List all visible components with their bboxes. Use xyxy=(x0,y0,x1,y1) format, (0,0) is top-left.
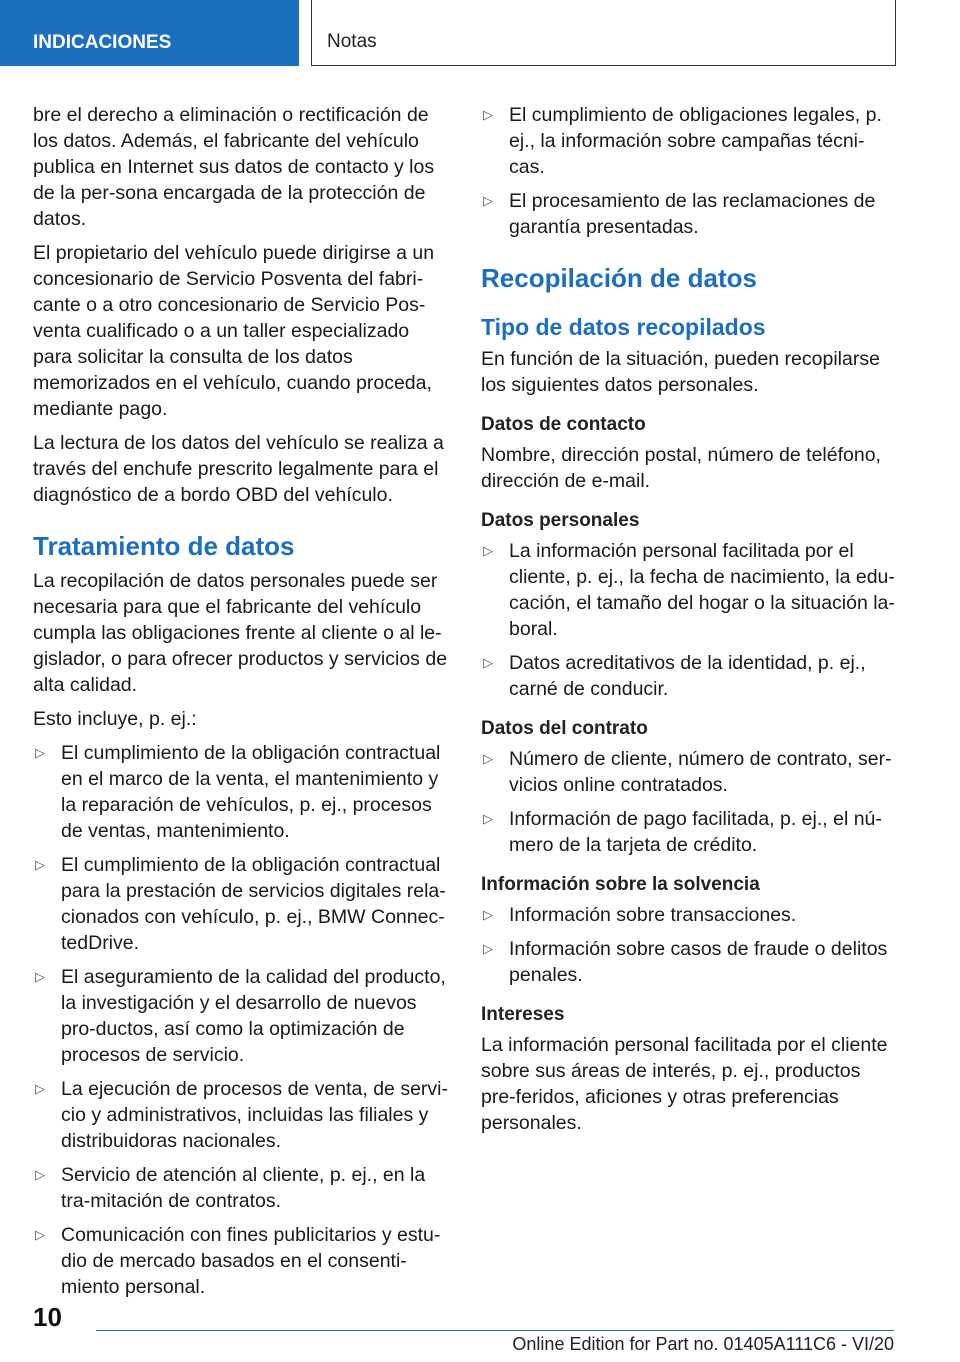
paragraph: Nombre, dirección postal, número de teléfono, dirección de e-mail. xyxy=(481,444,881,492)
subheading-intereses: Intereses xyxy=(481,1004,565,1025)
left-column xyxy=(33,102,449,1308)
list-item xyxy=(481,188,897,240)
page-header xyxy=(0,0,960,66)
bullet-list xyxy=(481,746,897,858)
list-item xyxy=(33,852,449,956)
list-item-text: El cumplimiento de la obligación contractual para la prestación de servicios digitales rela-cionados con vehículo, p. ej., BMW Connec-tedDrive. xyxy=(61,854,446,954)
paragraph: La lectura de los datos del vehículo se realiza a través del enchufe prescrito legalmente para el diagnóstico de a bordo OBD del vehículo. xyxy=(33,432,444,506)
triangle-bullet-icon: ▷ xyxy=(483,751,493,766)
list-item-text: Información sobre transacciones. xyxy=(509,904,797,926)
edition-footer: Online Edition for Part no. 01405A111C6 - VI/20 xyxy=(512,1334,894,1354)
triangle-bullet-icon: ▷ xyxy=(35,1167,45,1182)
list-item xyxy=(33,964,449,1068)
triangle-bullet-icon: ▷ xyxy=(35,745,45,760)
subheading-contrato: Datos del contrato xyxy=(481,718,648,739)
paragraph: En función de la situación, pueden recopilarse los siguientes datos personales. xyxy=(481,348,880,396)
list-item-text: El cumplimiento de obligaciones legales, p. ej., la información sobre campañas técni-cas. xyxy=(509,104,882,178)
list-item xyxy=(481,936,897,988)
list-item xyxy=(33,740,449,844)
list-item-text: El cumplimiento de la obligación contractual en el marco de la venta, el mantenimiento y la reparación de vehículos, p. ej., procesos de ventas, mantenimiento. xyxy=(61,742,441,842)
list-item-text: La información personal facilitada por el cliente, p. ej., la fecha de nacimiento, la edu-cación, el tamaño del hogar o la situación la-boral. xyxy=(509,540,895,640)
list-item xyxy=(481,102,897,180)
triangle-bullet-icon: ▷ xyxy=(483,907,493,922)
list-item xyxy=(33,1162,449,1214)
paragraph: La información personal facilitada por el cliente sobre sus áreas de interés, p. ej., productos pre-feridos, aficiones y otras preferencias personales. xyxy=(481,1034,888,1134)
list-item-text: Información sobre casos de fraude o delitos penales. xyxy=(509,938,888,986)
list-item xyxy=(481,746,897,798)
triangle-bullet-icon: ▷ xyxy=(35,1227,45,1242)
heading-tratamiento: Tratamiento de datos xyxy=(33,531,295,561)
footer-divider xyxy=(96,1330,894,1331)
list-item xyxy=(33,1076,449,1154)
subheading-contacto: Datos de contacto xyxy=(481,414,646,435)
triangle-bullet-icon: ▷ xyxy=(35,969,45,984)
list-item xyxy=(481,902,897,928)
list-item-text: Servicio de atención al cliente, p. ej., en la tra-mitación de contratos. xyxy=(61,1164,426,1212)
list-item xyxy=(481,806,897,858)
triangle-bullet-icon: ▷ xyxy=(483,941,493,956)
list-item-text: Información de pago facilitada, p. ej., el nú-mero de la tarjeta de crédito. xyxy=(509,808,882,856)
triangle-bullet-icon: ▷ xyxy=(35,857,45,872)
paragraph: El propietario del vehículo puede dirigirse a un concesionario de Servicio Posventa del fabri-cante o a otro concesionario de Servicio Pos-venta cualificado o a un taller especializado para solicitar la consulta de los datos memorizados en el vehículo, cuando proceda, mediante pago. xyxy=(33,242,435,420)
bullet-list xyxy=(481,902,897,988)
page-number: 10 xyxy=(33,1302,62,1332)
paragraph: La recopilación de datos personales puede ser necesaria para que el fabricante del vehículo cumpla las obligaciones frente al cliente o al le-gislador, o para ofrecer productos y servicios de alta calidad. xyxy=(33,570,448,696)
subheading-solvencia: Información sobre la solvencia xyxy=(481,874,760,895)
list-item-text: El aseguramiento de la calidad del producto, la investigación y el desarrollo de nuevos pro-ductos, así como la optimización de procesos de servicio. xyxy=(61,966,446,1066)
right-column xyxy=(481,102,897,1144)
list-item-text: Comunicación con fines publicitarios y estu-dio de mercado basados en el consenti-miento personal. xyxy=(61,1224,441,1298)
triangle-bullet-icon: ▷ xyxy=(483,193,493,208)
triangle-bullet-icon: ▷ xyxy=(483,543,493,558)
list-item-text: La ejecución de procesos de venta, de servi-cio y administrativos, incluidas las filiales y distribuidoras nacionales. xyxy=(61,1078,448,1152)
list-item xyxy=(481,538,897,642)
bullet-list xyxy=(481,538,897,702)
heading-recopilacion: Recopilación de datos xyxy=(481,263,757,293)
triangle-bullet-icon: ▷ xyxy=(483,811,493,826)
triangle-bullet-icon: ▷ xyxy=(35,1081,45,1096)
list-item xyxy=(33,1222,449,1300)
list-item-text: El procesamiento de las reclamaciones de garantía presentadas. xyxy=(509,190,876,238)
bullet-list xyxy=(33,740,449,1300)
list-item xyxy=(481,650,897,702)
bullet-list xyxy=(481,102,897,240)
paragraph: bre el derecho a eliminación o rectificación de los datos. Además, el fabricante del vehículo publica en Internet sus datos de contacto y los de la per-sona encargada de la protección de datos. xyxy=(33,104,435,230)
list-item-text: Número de cliente, número de contrato, ser-vicios online contratados. xyxy=(509,748,892,796)
triangle-bullet-icon: ▷ xyxy=(483,107,493,122)
notes-tab: Notas xyxy=(311,0,896,66)
subheading-personales: Datos personales xyxy=(481,510,640,531)
paragraph: Esto incluye, p. ej.: xyxy=(33,708,197,730)
section-tab-indicaciones: INDICACIONES xyxy=(0,0,299,66)
subheading-tipo-datos: Tipo de datos recopilados xyxy=(481,314,766,340)
list-item-text: Datos acreditativos de la identidad, p. ej., carné de conducir. xyxy=(509,652,866,700)
triangle-bullet-icon: ▷ xyxy=(483,655,493,670)
